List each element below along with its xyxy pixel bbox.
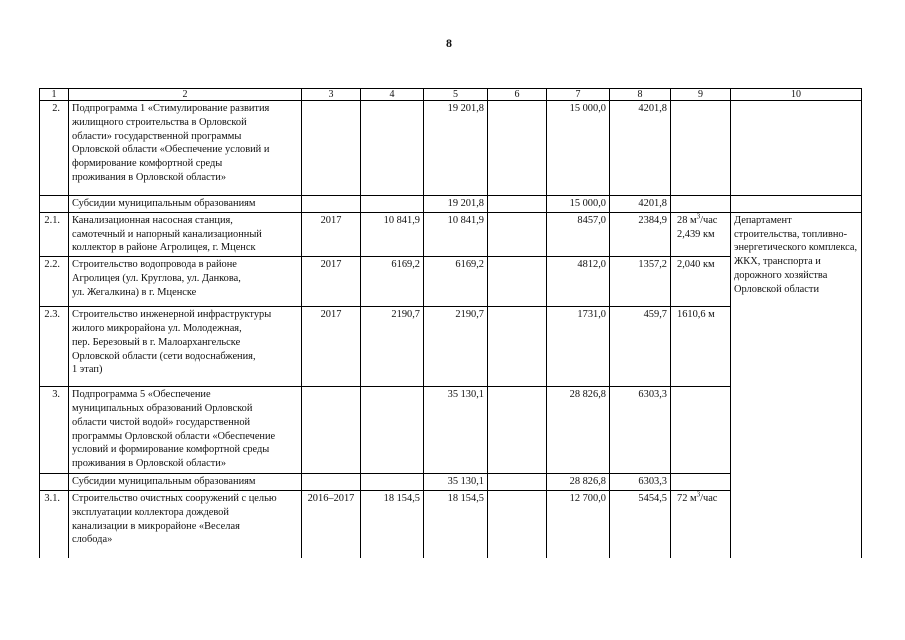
row-capacity-cell	[671, 257, 731, 307]
row-years-cell	[302, 387, 361, 474]
row-col8-cell: 5454,5	[610, 490, 671, 558]
table-row	[40, 101, 862, 196]
row-number-cell: 2.2.	[40, 257, 69, 307]
row-funding-cell: 6169,2	[424, 257, 488, 307]
row-total-cost-cell: 18 154,5	[361, 490, 424, 558]
row-total-cost-cell: 6169,2	[361, 257, 424, 307]
row-years-cell: 2016–2017	[302, 490, 361, 558]
table-row	[40, 196, 862, 213]
header-cell: 8	[610, 89, 671, 101]
row-name-cell: Строительство инженерной инфраструктуры жилого микрорайона ул. Молодежная, пер. Березовый в г. Малоархангельске Орловской области (сети водоснабжения, 1 этап)	[69, 307, 302, 387]
row-col8-cell: 2384,9	[610, 212, 671, 256]
row-number-cell: 2.	[40, 101, 69, 196]
row-total-cost-cell	[361, 474, 424, 491]
capacity-value: 1610,6 м	[677, 309, 715, 321]
program-table	[39, 88, 862, 558]
row-total-cost-cell	[361, 196, 424, 213]
row-col6-cell	[488, 387, 547, 474]
row-col7-cell: 15 000,0	[547, 101, 610, 196]
row-funding-cell: 19 201,8	[424, 101, 488, 196]
row-funding-cell: 19 201,8	[424, 196, 488, 213]
row-capacity-cell	[671, 387, 731, 474]
row-col6-cell	[488, 490, 547, 558]
row-capacity-cell	[671, 212, 731, 256]
row-col7-cell: 12 700,0	[547, 490, 610, 558]
header-cell: 5	[424, 89, 488, 101]
row-name-cell: Строительство водопровода в районе Агролицея (ул. Круглова, ул. Данкова, ул. Жегалкина) в г. Мценске	[69, 257, 302, 307]
row-col7-cell: 8457,0	[547, 212, 610, 256]
row-name-cell: Субсидии муниципальным образованиям	[69, 196, 302, 213]
row-name-cell: Подпрограмма 1 «Стимулирование развития жилищного строительства в Орловской области» государственной программы Орловской области «Обеспечение условий и формирование комфортной среды проживания в Орловской области»	[69, 101, 302, 196]
row-col7-cell: 28 826,8	[547, 387, 610, 474]
row-col7-cell: 15 000,0	[547, 196, 610, 213]
header-cell: 6	[488, 89, 547, 101]
row-responsible-cell	[731, 196, 862, 213]
row-years-cell: 2017	[302, 257, 361, 307]
row-col6-cell	[488, 257, 547, 307]
page-number: 8	[446, 36, 452, 50]
row-col6-cell	[488, 474, 547, 491]
row-name-cell: Субсидии муниципальным образованиям	[69, 474, 302, 491]
row-number-cell: 3.	[40, 387, 69, 474]
row-years-cell	[302, 196, 361, 213]
row-funding-cell: 35 130,1	[424, 387, 488, 474]
header-cell: 7	[547, 89, 610, 101]
row-name-cell: Строительство очистных сооружений с целью эксплуатации коллектора дождевой канализации в микрорайоне «Веселая слобода»	[69, 490, 302, 558]
header-cell: 1	[40, 89, 69, 101]
table-body	[40, 89, 862, 559]
capacity-value: 28 $м^3$/час	[677, 212, 718, 226]
row-col8-cell: 4201,8	[610, 196, 671, 213]
row-capacity-cell	[671, 101, 731, 196]
header-cell: 10	[731, 89, 862, 101]
row-name-cell: Подпрограмма 5 «Обеспечение муниципальных образований Орловской области чистой водой» государственной программы Орловской области «Обеспечение условий и формирование комфортной среды проживания в Орловской области»	[69, 387, 302, 474]
row-col8-cell: 1357,2	[610, 257, 671, 307]
row-col7-cell: 28 826,8	[547, 474, 610, 491]
capacity-value: 2,439 км	[677, 228, 715, 240]
row-years-cell	[302, 474, 361, 491]
row-number-cell: 2.1.	[40, 212, 69, 256]
row-col8-cell: 6303,3	[610, 387, 671, 474]
row-capacity-cell	[671, 490, 731, 558]
row-total-cost-cell: 2190,7	[361, 307, 424, 387]
row-years-cell	[302, 101, 361, 196]
row-name-cell: Канализационная насосная станция, самотечный и напорный канализационный коллектор в районе Агролицея, г. Мценск	[69, 212, 302, 256]
row-capacity-cell	[671, 196, 731, 213]
row-col8-cell: 6303,3	[610, 474, 671, 491]
row-funding-cell: 18 154,5	[424, 490, 488, 558]
responsible-department: Департамент строительства, топливно-энергетического комплекса, ЖКХ, транспорта и дорожного хозяйства Орловской области	[731, 212, 862, 558]
header-cell: 9	[671, 89, 731, 101]
row-total-cost-cell	[361, 387, 424, 474]
row-funding-cell: 10 841,9	[424, 212, 488, 256]
row-col7-cell: 1731,0	[547, 307, 610, 387]
row-total-cost-cell	[361, 101, 424, 196]
row-years-cell: 2017	[302, 212, 361, 256]
row-total-cost-cell: 10 841,9	[361, 212, 424, 256]
row-col8-cell: 4201,8	[610, 101, 671, 196]
header-cell: 2	[69, 89, 302, 101]
row-number-cell	[40, 196, 69, 213]
header-cell: 4	[361, 89, 424, 101]
header-row	[40, 89, 862, 101]
row-funding-cell: 35 130,1	[424, 474, 488, 491]
row-responsible-cell	[731, 101, 862, 196]
capacity-value: 72 $м^3$/час	[677, 490, 718, 504]
row-col7-cell: 4812,0	[547, 257, 610, 307]
row-col6-cell	[488, 307, 547, 387]
row-col6-cell	[488, 212, 547, 256]
row-col8-cell: 459,7	[610, 307, 671, 387]
row-number-cell: 2.3.	[40, 307, 69, 387]
row-capacity-cell	[671, 307, 731, 387]
row-years-cell: 2017	[302, 307, 361, 387]
capacity-value: 2,040 км	[677, 259, 715, 271]
row-col6-cell	[488, 101, 547, 196]
row-funding-cell: 2190,7	[424, 307, 488, 387]
row-col6-cell	[488, 196, 547, 213]
table-row	[40, 212, 862, 256]
header-cell: 3	[302, 89, 361, 101]
row-number-cell	[40, 474, 69, 491]
row-capacity-cell	[671, 474, 731, 491]
row-number-cell: 3.1.	[40, 490, 69, 558]
